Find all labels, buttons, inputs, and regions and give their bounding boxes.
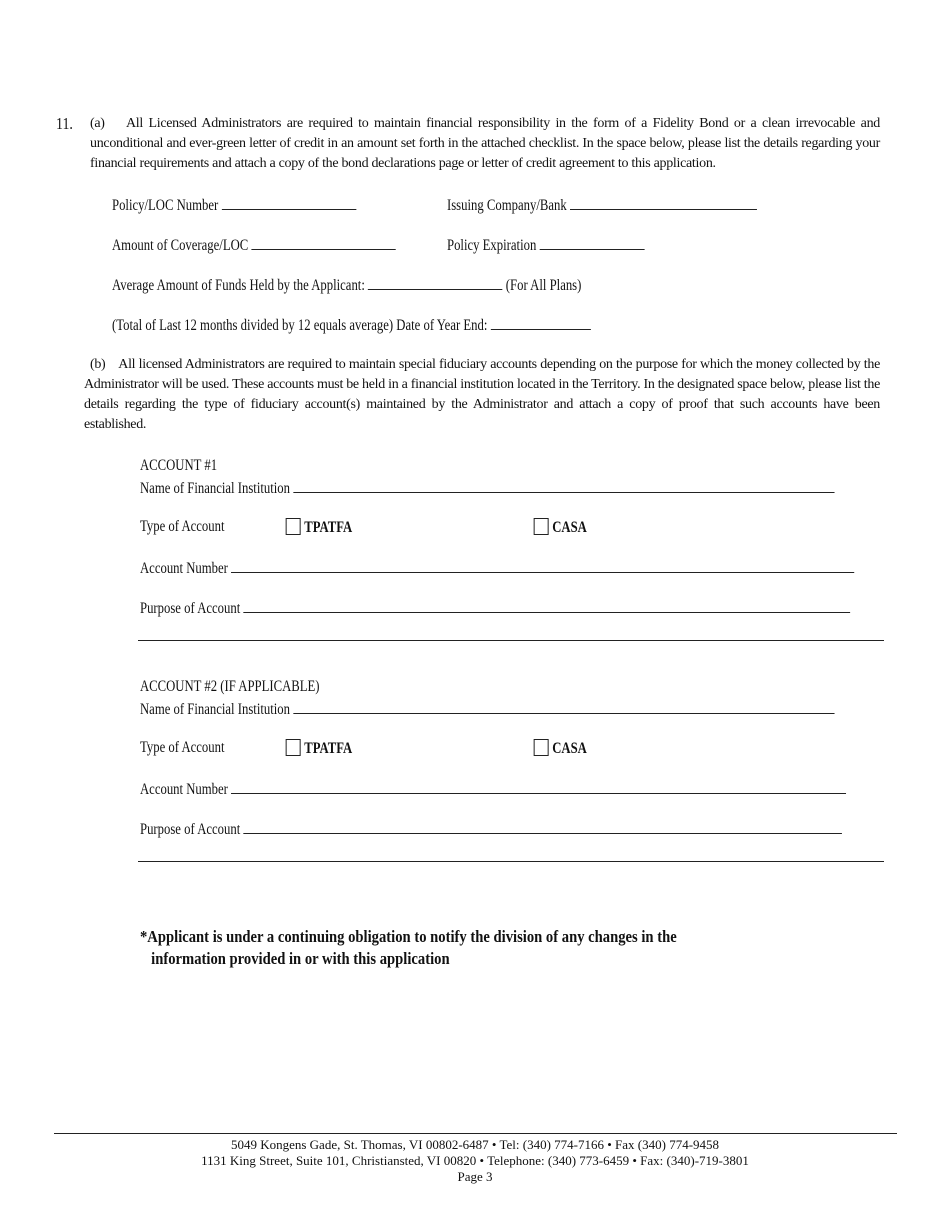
account1-heading: ACCOUNT #1 bbox=[140, 457, 218, 474]
avg-funds-label: Average Amount of Funds Held by the Applicant: bbox=[112, 277, 365, 294]
account1-type-label: Type of Account bbox=[140, 518, 225, 535]
total-note-row bbox=[112, 315, 591, 335]
account1-institution-row bbox=[140, 478, 835, 498]
policy-expiration-row bbox=[447, 235, 645, 255]
footer-divider bbox=[54, 1133, 897, 1134]
issuing-company-label: Issuing Company/Bank bbox=[447, 197, 567, 214]
account2-casa-option[interactable] bbox=[535, 739, 587, 758]
avg-funds-field[interactable] bbox=[368, 275, 502, 290]
account2-institution-field[interactable] bbox=[293, 699, 834, 714]
account2-heading: ACCOUNT #2 (IF APPLICABLE) bbox=[140, 678, 320, 695]
total-note-label: (Total of Last 12 months divided by 12 equals average) Date of Year End: bbox=[112, 317, 488, 334]
account1-tpatfa-option[interactable] bbox=[287, 518, 352, 537]
policy-expiration-label: Policy Expiration bbox=[447, 237, 537, 254]
account2-tpatfa-checkbox[interactable] bbox=[286, 739, 301, 756]
continuing-obligation-notice bbox=[140, 926, 677, 970]
account1-tpatfa-label: TPATFA bbox=[304, 519, 353, 536]
notice-line-1: *Applicant is under a continuing obligation to notify the division of any changes in the bbox=[140, 927, 677, 946]
account1-divider bbox=[138, 640, 884, 641]
account2-divider bbox=[138, 861, 884, 862]
policy-loc-field[interactable] bbox=[222, 195, 356, 210]
account1-number-row bbox=[140, 558, 854, 578]
account2-casa-checkbox[interactable] bbox=[534, 739, 549, 756]
avg-funds-row bbox=[112, 275, 581, 295]
notice-line-2: information provided in or with this application bbox=[151, 949, 450, 968]
account2-type-label: Type of Account bbox=[140, 739, 225, 756]
footer-address-2: 1131 King Street, Suite 101, Christiansted, VI 00820 • Telephone: (340) 773-6459 • Fax: (340)-719-3801 bbox=[201, 1153, 749, 1168]
account2-number-label: Account Number bbox=[140, 781, 228, 798]
section-a-text: All Licensed Administrators are required to maintain financial responsibility in the form of a Fidelity Bond or a clean irrevocable and unconditional and ever-green letter of credit in an amount set forth in the attached checklist. In the space below, please list the details regarding your financial requirements and attach a copy of the bond declarations page or letter of credit agreement to this application. bbox=[90, 116, 880, 171]
account1-purpose-label: Purpose of Account bbox=[140, 600, 241, 617]
account2-number-field[interactable] bbox=[231, 779, 846, 794]
section-b-paragraph bbox=[84, 355, 880, 435]
section-b-label: (b) bbox=[90, 357, 106, 372]
account2-institution-label: Name of Financial Institution bbox=[140, 701, 291, 718]
account2-purpose-row bbox=[140, 819, 842, 839]
account1-institution-label: Name of Financial Institution bbox=[140, 480, 291, 497]
account1-tpatfa-checkbox[interactable] bbox=[286, 518, 301, 535]
amount-coverage-row bbox=[112, 235, 396, 255]
account2-institution-row bbox=[140, 699, 835, 719]
section-b-text: All licensed Administrators are required to maintain special fiduciary accounts depending on the purpose for which the money collected by the Administrator will be used. These accounts must be held in a financial institution located in the Territory. In the designated space below, please list the details regarding the type of fiduciary account(s) maintained by the Administrator and attach a copy of proof that such accounts have been established. bbox=[84, 357, 880, 432]
account1-institution-field[interactable] bbox=[293, 478, 834, 493]
account2-casa-label: CASA bbox=[552, 740, 587, 757]
section-a-label: (a) bbox=[90, 116, 105, 131]
amount-coverage-label: Amount of Coverage/LOC bbox=[112, 237, 249, 254]
account1-casa-option[interactable] bbox=[535, 518, 587, 537]
year-end-field[interactable] bbox=[491, 315, 591, 330]
account1-casa-checkbox[interactable] bbox=[534, 518, 549, 535]
account2-number-row bbox=[140, 779, 846, 799]
account2-purpose-label: Purpose of Account bbox=[140, 821, 241, 838]
item-number: 11. bbox=[56, 114, 73, 133]
account1-number-label: Account Number bbox=[140, 560, 228, 577]
for-all-plans-label: (For All Plans) bbox=[505, 277, 582, 294]
account1-purpose-row bbox=[140, 598, 850, 618]
policy-expiration-field[interactable] bbox=[540, 235, 645, 250]
account2-tpatfa-option[interactable] bbox=[287, 739, 352, 758]
account1-casa-label: CASA bbox=[552, 519, 587, 536]
account2-purpose-field[interactable] bbox=[244, 819, 843, 834]
issuing-company-field[interactable] bbox=[570, 195, 757, 210]
policy-loc-label: Policy/LOC Number bbox=[112, 197, 219, 214]
policy-loc-row bbox=[112, 195, 356, 215]
footer-address-1: 5049 Kongens Gade, St. Thomas, VI 00802-6487 • Tel: (340) 774-7166 • Fax (340) 774-9458 bbox=[230, 1137, 720, 1152]
account1-purpose-field[interactable] bbox=[244, 598, 851, 613]
amount-coverage-field[interactable] bbox=[252, 235, 396, 250]
page-number: Page 3 bbox=[457, 1169, 493, 1184]
account2-tpatfa-label: TPATFA bbox=[304, 740, 353, 757]
issuing-company-row bbox=[447, 195, 757, 215]
section-a-paragraph bbox=[90, 114, 880, 174]
account1-number-field[interactable] bbox=[231, 558, 854, 573]
